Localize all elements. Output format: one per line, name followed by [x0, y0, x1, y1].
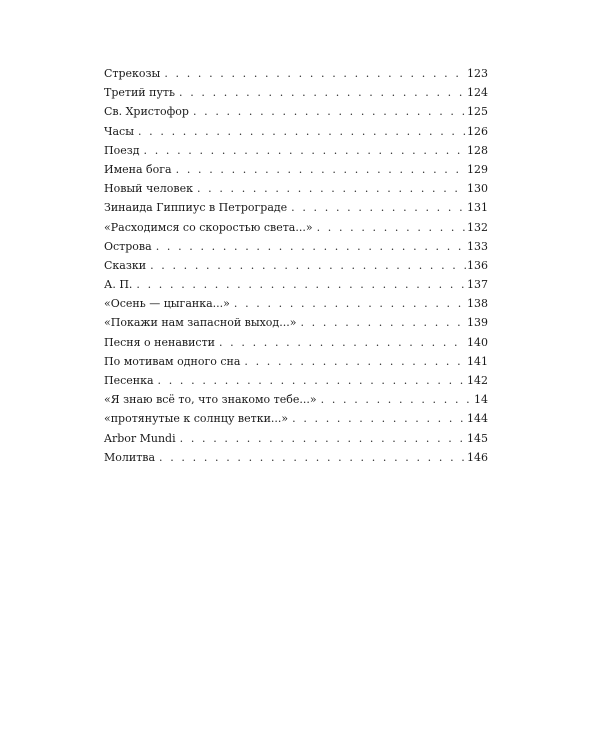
toc-entry: [104, 256, 488, 275]
toc-entry-title: Молитва: [104, 450, 156, 464]
toc-entry-page: 139: [467, 316, 488, 330]
toc-entry-title: Песня о ненависти: [104, 335, 215, 349]
toc-entry: [104, 141, 488, 160]
toc-entry: [104, 275, 488, 294]
toc-entry-page: 137: [467, 278, 488, 292]
toc-entry-title: «протянутые к солнцу ветки...»: [104, 412, 289, 426]
table-of-contents: [104, 64, 488, 467]
toc-entry-title: «Осень — цыганка...»: [104, 297, 230, 311]
toc-entry-title: Песенка: [104, 374, 154, 387]
toc-entry: [104, 102, 488, 121]
toc-entry: [104, 448, 488, 467]
toc-dot-leader: [150, 256, 466, 275]
toc-entry-title: А. П.: [104, 278, 133, 292]
toc-entry: [104, 390, 488, 409]
toc-entry: [104, 237, 488, 256]
toc-dot-leader: [219, 333, 466, 352]
toc-entry: [104, 429, 488, 448]
toc-dot-leader: [176, 160, 466, 179]
toc-entry: [104, 179, 488, 198]
toc-entry: [104, 294, 488, 313]
toc-entry: [104, 83, 488, 102]
toc-entry: [104, 371, 488, 390]
toc-entry-page: 131: [467, 201, 488, 215]
toc-dot-leader: [197, 179, 466, 198]
toc-dot-leader: [138, 122, 466, 141]
toc-entry-page: 124: [467, 86, 488, 100]
toc-dot-leader: [300, 313, 466, 332]
toc-entry-title: Зинаида Гиппиус в Петрограде: [104, 201, 288, 215]
toc-entry-title: «Расходимся со скоростью света...»: [104, 220, 313, 234]
toc-entry: [104, 409, 488, 428]
toc-entry-title: Поезд: [104, 143, 140, 157]
toc-dot-leader: [156, 237, 466, 256]
toc-entry-page: 123: [467, 67, 488, 80]
toc-entry-title: «Я знаю всё то, что знакомо тебе...»: [104, 393, 317, 407]
toc-entry-title: Часы: [104, 124, 134, 138]
toc-entry-page: 138: [467, 297, 488, 311]
toc-dot-leader: [164, 64, 466, 83]
toc-entry-page: 136: [467, 258, 488, 272]
toc-dot-leader: [158, 371, 466, 390]
toc-entry-title: Новый человек: [104, 182, 193, 196]
toc-entry: [104, 64, 488, 83]
toc-entry: [104, 218, 488, 237]
toc-entry-page: 128: [467, 143, 488, 157]
toc-dot-leader: [291, 198, 466, 217]
toc-entry-page: 130: [467, 182, 488, 196]
toc-entry-page: 126: [467, 124, 488, 138]
toc-dot-leader: [136, 275, 466, 294]
toc-entry-title: Имена бога: [104, 162, 172, 176]
toc-entry-page: 14: [474, 393, 488, 407]
toc-entry-page: 140: [467, 335, 488, 349]
toc-entry: [104, 122, 488, 141]
toc-entry-page: 133: [467, 239, 488, 253]
toc-entry-page: 132: [467, 220, 488, 234]
toc-dot-leader: [292, 409, 466, 428]
toc-dot-leader: [193, 102, 466, 121]
toc-dot-leader: [317, 218, 466, 237]
toc-entry: [104, 333, 488, 352]
toc-dot-leader: [159, 448, 466, 467]
toc-entry: [104, 313, 488, 332]
toc-entry: [104, 352, 488, 371]
toc-entry-page: 146: [467, 450, 488, 464]
toc-dot-leader: [179, 83, 466, 102]
toc-entry-title: Острова: [104, 239, 152, 253]
toc-entry-page: 141: [467, 354, 488, 368]
toc-entry-page: 125: [467, 105, 488, 119]
toc-entry-title: Третий путь: [104, 86, 176, 100]
toc-entry-page: 129: [467, 162, 488, 176]
toc-dot-leader: [321, 390, 473, 409]
toc-entry-page: 145: [467, 431, 488, 445]
toc-entry-title: «Покажи нам запасной выход...»: [104, 316, 297, 330]
toc-entry-title: Сказки: [104, 258, 147, 272]
toc-entry-page: 144: [467, 412, 488, 426]
toc-entry-title: Arbor Mundi: [104, 431, 176, 445]
toc-entry: [104, 160, 488, 179]
toc-entry-page: 142: [467, 374, 488, 387]
toc-dot-leader: [234, 294, 466, 313]
toc-entry-title: Стрекозы: [104, 67, 161, 80]
toc-entry: [104, 198, 488, 217]
toc-dot-leader: [244, 352, 466, 371]
toc-entry-title: Св. Христофор: [104, 105, 189, 119]
toc-entry-title: По мотивам одного сна: [104, 354, 241, 368]
toc-dot-leader: [144, 141, 467, 160]
toc-dot-leader: [180, 429, 466, 448]
